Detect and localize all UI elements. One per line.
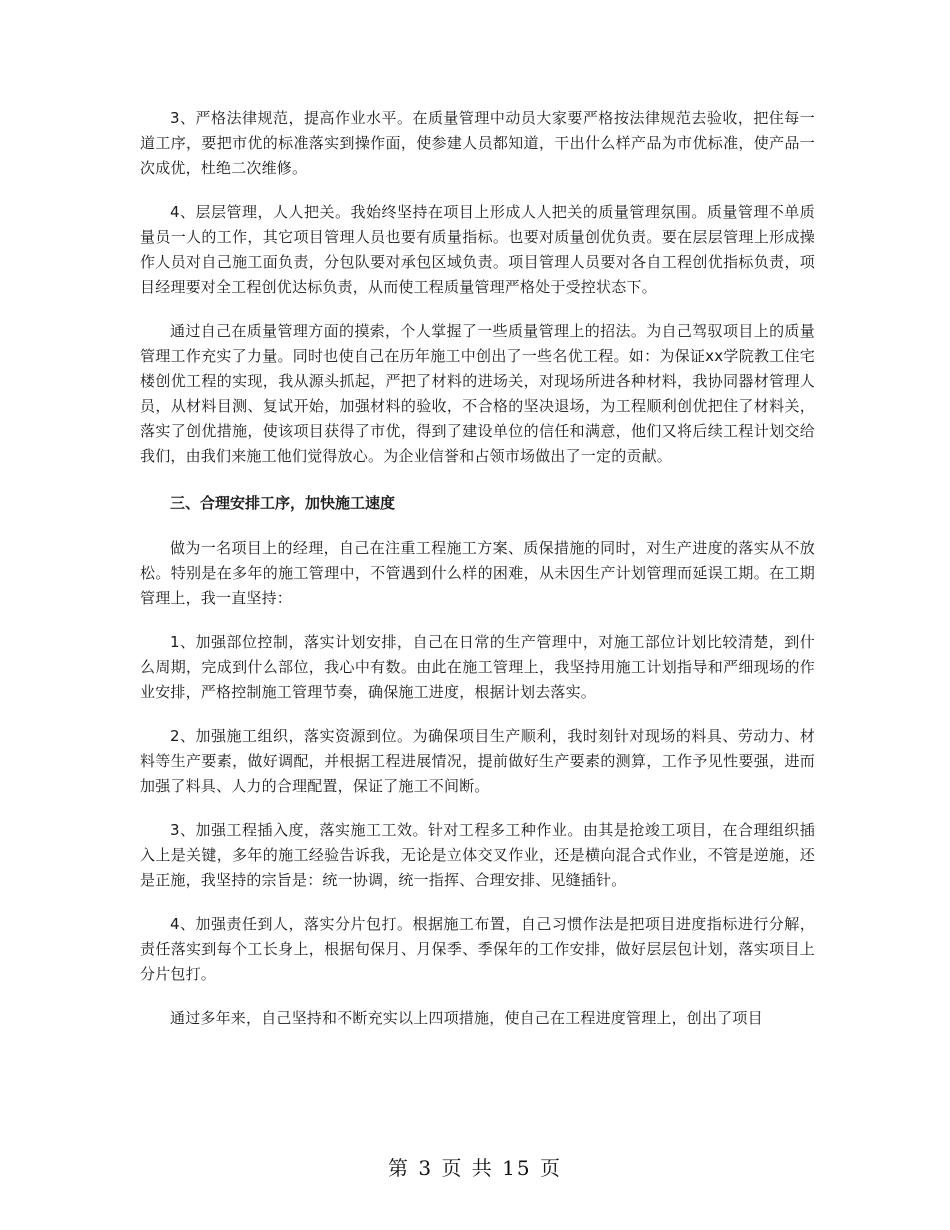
paragraph-insertion-efficiency: 3、加强工程插入度，落实施工工效。针对工程多工种作业。由其是抢竣工项目，在合理组织插入上是关键，多年的施工经验告诉我，无论是立体交叉作业，还是横向混合式作业，不管是逆施，还是正施，我坚持的宗旨是：统一协调，统一指挥、合理安排、见缝插针。 <box>140 821 815 889</box>
page-number-footer: 第 3 页 共 15 页 <box>388 1156 562 1180</box>
paragraph-schedule-intro: 做为一名项目上的经理，自己在注重工程施工方案、质保措施的同时，对生产进度的落实从不放松。特别是在多年的施工管理中，不管遇到什么样的困难，从未因生产计划管理而延误工期。在工期管理上，我一直坚持： <box>140 539 815 607</box>
paragraph-layered-management: 4、层层管理，人人把关。我始终坚持在项目上形成人人把关的质量管理氛围。质量管理不单质量员一人的工作，其它项目管理人员也要有质量指标。也要对质量创优负责。要在层层管理上形成操作人员对自己施工面负责，分包队要对承包区域负责。项目管理人员要对各自工程创优指标负责，项目经理要对全工程创优达标负责，从而使工程质量管理严格处于受控状态下。 <box>140 203 815 296</box>
paragraph-construction-organization: 2、加强施工组织，落实资源到位。为确保项目生产顺利，我时刻针对现场的料具、劳动力、材料等生产要素，做好调配，并根据工程进展情况，提前做好生产要素的测算，工作予见性要强，进而加强了料具、人力的合理配置，保证了施工不间断。 <box>140 727 815 795</box>
paragraph-strict-standards: 3、严格法律规范，提高作业水平。在质量管理中动员大家要严格按法律规范去验收，把住每一道工序，要把市优的标准落实到操作面，使参建人员都知道，干出什么样产品为市优标准，使产品一次成优，杜绝二次维修。 <box>140 109 815 177</box>
paragraph-conclusion: 通过多年来，自己坚持和不断充实以上四项措施，使自己在工程进度管理上，创出了项目 <box>170 1009 763 1027</box>
document-body <box>140 106 815 1050</box>
paragraph-quality-experience: 通过自己在质量管理方面的摸索，个人掌握了一些质量管理上的招法。为自己驾驭项目上的质量管理工作充实了力量。同时也使自己在历年施工中创出了一些名优工程。如：为保证xx学院教工住宅楼创优工程的实现，我从源头抓起，严把了材料的进场关，对现场所进各种材料，我协同器材管理人员，从材料目测、复试开始，加强材料的验收，不合格的坚决退场，为工程顺利创优把住了材料关，落实了创优措施，使该项目获得了市优，得到了建设单位的信任和满意，他们又将后续工程计划交给我们，由我们来施工他们觉得放心。为企业信誉和占领市场做出了一定的贡献。 <box>140 322 815 465</box>
section-heading: 三、合理安排工序，加快施工速度 <box>170 494 396 512</box>
paragraph-position-control: 1、加强部位控制，落实计划安排，自己在日常的生产管理中，对施工部位计划比较清楚，到什么周期，完成到什么部位，我心中有数。由此在施工管理上，我坚持用施工计划指导和严细现场的作业安排，严格控制施工管理节奏，确保施工进度，根据计划去落实。 <box>140 633 815 701</box>
paragraph-responsibility: 4、加强责任到人，落实分片包打。根据施工布置，自己习惯作法是把项目进度指标进行分解，责任落实到每个工长身上，根据旬保月、月保季、季保年的工作安排，做好层层包计划，落实项目上分片包打。 <box>140 915 815 983</box>
